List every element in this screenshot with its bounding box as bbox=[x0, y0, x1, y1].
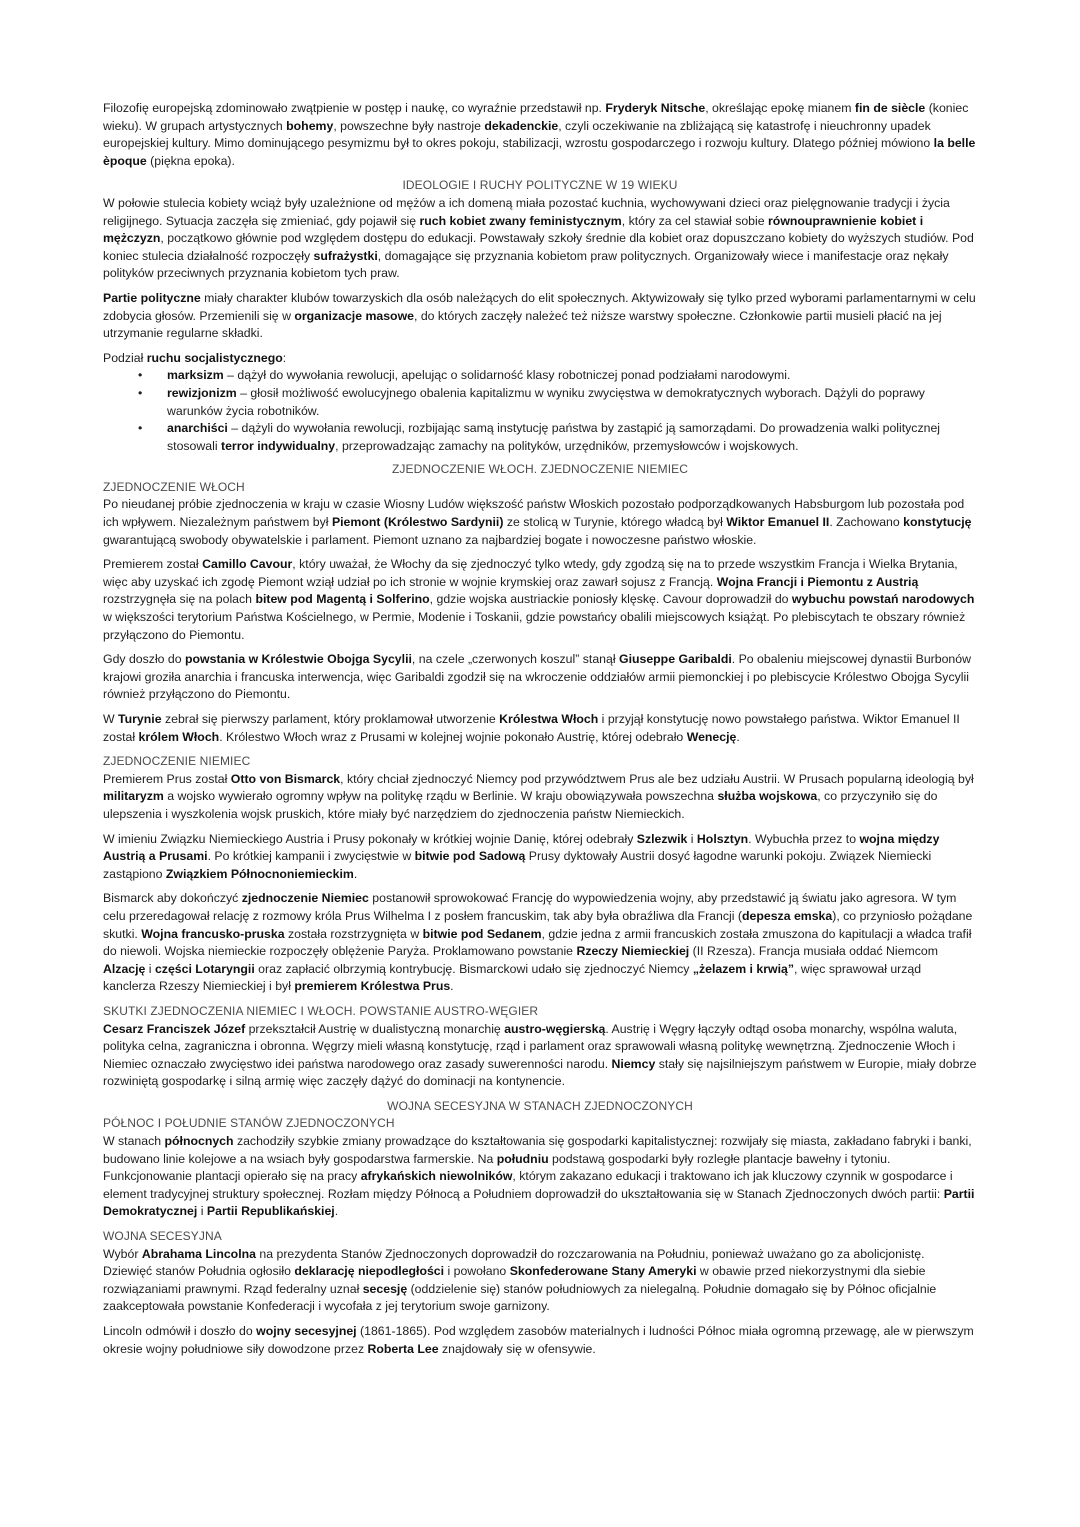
bold-term: marksizm bbox=[167, 368, 224, 383]
bold-term: Szlezwik bbox=[636, 831, 688, 846]
text-run: ), co przyniosło pożądane skutki. bbox=[103, 908, 973, 941]
text-run: , początkowo głównie pod względem dostępu do edukacji. Powstawały szkoły średnie dla kobiet oraz dopuszczano kobiety do wyższych studiów. Pod koniec stulecia działalność rozpoczęły bbox=[103, 231, 974, 263]
bold-term: austro-węgierską bbox=[504, 1021, 606, 1036]
paragraph bbox=[103, 100, 977, 170]
text-run: , przeprowadzając zamachy na polityków, urzędników, przemysłowców i wojskowych. bbox=[335, 438, 799, 453]
text-run: . Po krótkiej kampanii i zwycięstwie w bbox=[207, 849, 415, 864]
text-run: . bbox=[353, 866, 358, 881]
bold-term: Partii Republikańskiej bbox=[206, 1204, 335, 1219]
text-run: i bbox=[687, 831, 697, 846]
paragraph bbox=[103, 290, 977, 343]
text-run: i przyjął konstytucję nowo powstałego państwa. Wiktor Emanuel II został bbox=[103, 712, 960, 744]
text-run: (piękna epoka). bbox=[146, 153, 235, 168]
text-run: na prezydenta Stanów Zjednoczonych doprowadził do rozczarowania na Południu, ponieważ uważano go za abolicjonistę. Dziewięć stanów Południa ogłosiło bbox=[103, 1246, 925, 1279]
bold-term: Partii Demokratycznej bbox=[103, 1186, 975, 1219]
bold-term: secesję bbox=[362, 1281, 408, 1296]
bold-term: Alzację bbox=[103, 961, 146, 976]
bold-term: Skonfederowane Stany Ameryki bbox=[509, 1264, 697, 1279]
bullet-list bbox=[103, 367, 977, 455]
text-run: , czyli oczekiwanie na zbliżającą się katastrofę i nieuchronny upadek europejskiej kultury. Mimo dominującego pesymizmu był to okres pokoju, stabilizacji, wzrostu gospodarczego i rozwoju kultury. Dlatego później mówiono bbox=[103, 118, 934, 151]
bold-term: afrykańskich niewolników bbox=[360, 1169, 513, 1184]
bold-term: ruchu socjalistycznego bbox=[146, 350, 283, 365]
paragraph bbox=[103, 1021, 977, 1091]
bold-term: premierem Królestwa Prus bbox=[294, 979, 451, 994]
text-run: , który uważał, że Włochy da się zjednoczyć tylko wtedy, gdy zgodzą się na to przede wszystkim Francja i Wielka Brytania, więc aby uzyskać ich zgodę Piemont wziął udział po ich stronie w wojnie krymskiej oraz zawarł sojusz z Francją. bbox=[103, 557, 958, 589]
text-run: W połowie stulecia kobiety wciąż były uzależnione od mężów a ich domeną miała pozostać kuchnia, wychowywani dzieci oraz pielęgnowanie tradycji i życia religijnego. Sytuacja zaczęła się zmieniać, gdy pojawił się bbox=[103, 195, 950, 228]
text-run: rozstrzygnęła się na polach bbox=[103, 592, 256, 607]
bold-term: anarchiści bbox=[167, 421, 228, 436]
text-run: postanowił sprowokować Francję do wypowiedzenia wojny, aby przedstawić ją światu jako agresora. W tym celu przeredagował relację z rozmowy króla Prus Wilhelma I z posłem francuskim, tak aby była obraźliwa dla Francji ( bbox=[103, 891, 957, 923]
bold-term: części Lotaryngii bbox=[154, 961, 255, 976]
bold-term: Rzeczy Niemieckiej bbox=[576, 944, 690, 959]
text-run: i bbox=[145, 961, 155, 976]
text-run: (1861-1865). Pod względem zasobów materialnych i ludności Północ miała ogromną przewagę, ale w pierwszym okresie wojny południowe siły dowodzone przez bbox=[103, 1324, 974, 1356]
text-run: (II Rzesza). Francja musiała oddać Niemcom bbox=[689, 944, 938, 959]
bold-term: fin de siècle bbox=[854, 101, 926, 115]
text-run: , który za cel stawiał sobie bbox=[621, 213, 769, 228]
text-run: W imieniu Związku Niemieckiego Austria i Prusy pokonały w krótkiej wojnie Danię, której odebrały bbox=[103, 831, 637, 846]
bold-term: powstania w Królestwie Obojga Sycylii bbox=[185, 652, 412, 667]
text-run: przekształcił Austrię w dualistyczną monarchię bbox=[245, 1021, 505, 1036]
paragraph bbox=[103, 195, 977, 283]
bold-term: Abrahama Lincolna bbox=[141, 1246, 256, 1261]
bold-term: terror indywidualny bbox=[221, 438, 336, 453]
bold-term: służba wojskowa bbox=[717, 789, 818, 804]
paragraph bbox=[103, 350, 977, 368]
bold-term: Wenecję bbox=[686, 729, 737, 744]
bold-term: południu bbox=[496, 1151, 549, 1166]
text-run: Premierem Prus został bbox=[103, 771, 231, 786]
bold-term: Cesarz Franciszek Józef bbox=[103, 1021, 246, 1036]
paragraph bbox=[103, 831, 977, 884]
text-run: , który chciał zjednoczyć Niemcy pod przywództwem Prus ale bez udziału Austrii. W Prusach popularną ideologią był bbox=[340, 771, 974, 786]
bold-term: dekadenckie bbox=[484, 118, 559, 133]
bold-term: ruch kobiet zwany feministycznym bbox=[419, 213, 622, 228]
text-run: – dążył do wywołania rewolucji, apelując o solidarność klasy robotniczej ponad podziałami narodowymi. bbox=[223, 368, 791, 383]
bold-term: Wojna francusko-pruska bbox=[141, 926, 285, 941]
bold-term: militaryzm bbox=[103, 789, 164, 804]
text-run: – głosił możliwość ewolucyjnego obalenia kapitalizmu w wyniku zwycięstwa w demokratycznych wyborach. Dążyli do poprawy warunków życia robotników. bbox=[167, 385, 925, 418]
text-run: oraz zapłacić olbrzymią kontrybucję. Bismarckowi udało się zjednoczyć Niemcy bbox=[254, 961, 693, 976]
text-run: . bbox=[450, 979, 454, 994]
bold-term: bohemy bbox=[286, 118, 334, 133]
paragraph bbox=[103, 1133, 977, 1221]
section-heading: ZJEDNOCZENIE WŁOCH. ZJEDNOCZENIE NIEMIEC bbox=[391, 462, 688, 477]
text-run: a wojsko wywierało ogromny wpływ na politykę rządu w Berlinie. W kraju obowiązywała powszechna bbox=[163, 789, 718, 804]
text-run: Prusy dyktowały Austrii dosyć łagodne warunki pokoju. Związek Niemiecki zastąpiono bbox=[103, 849, 932, 881]
text-run: . bbox=[736, 729, 740, 744]
subsection-heading: SKUTKI ZJEDNOCZENIA NIEMIEC I WŁOCH. POWSTANIE AUSTRO-WĘGIER bbox=[103, 1003, 539, 1018]
text-run: – dążyli do wywołania rewolucji, rozbijając samą instytucję państwa by zastąpić ją samorządami. Do prowadzenia walki politycznej stosowali bbox=[167, 421, 941, 453]
text-run: . Wybuchła przez to bbox=[748, 831, 860, 846]
text-run: Podział bbox=[103, 350, 147, 365]
text-run: W stanach bbox=[103, 1134, 165, 1149]
text-run: , określając epokę mianem bbox=[705, 101, 855, 115]
bold-term: Niemcy bbox=[611, 1056, 656, 1071]
text-run: , do których zaczęły należeć też niższe warstwy społeczne. Członkowie partii musieli płacić na jej utrzymanie regularne składki. bbox=[103, 308, 942, 341]
text-run: Gdy doszło do bbox=[103, 652, 186, 667]
bold-term: Camillo Cavour bbox=[202, 557, 293, 572]
subsection-heading: ZJEDNOCZENIE WŁOCH bbox=[103, 479, 245, 494]
bold-term: równouprawnienie kobiet i mężczyzn bbox=[103, 213, 924, 246]
bold-term: Fryderyk Nitsche bbox=[605, 101, 706, 115]
subsection-heading: PÓŁNOC I POŁUDNIE STANÓW ZJEDNOCZONYCH bbox=[103, 1116, 395, 1131]
text-run: w większości terytorium Państwa Kościelnego, w Permie, Modenie i Toskanii, gdzie powstańcy obalili miejscowych książąt. Po plebiscytach te obszary również przyłączono do Piemontu. bbox=[103, 610, 966, 642]
bold-term: bitew pod Magentą i Solferino bbox=[255, 592, 430, 607]
bold-term: depesza emska bbox=[742, 908, 833, 923]
list-item bbox=[103, 385, 977, 420]
bold-term: rewizjonizm bbox=[167, 385, 237, 400]
text-run: . Zachowano bbox=[829, 515, 904, 530]
text-run: : bbox=[282, 350, 287, 365]
bold-term: królem Włoch bbox=[138, 729, 220, 744]
bold-term: Roberta Lee bbox=[367, 1341, 439, 1356]
text-run: miały charakter klubów towarzyskich dla osób należących do elit społecznych. Aktywizowały się tylko przed wyborami parlamentarnymi w celu zdobycia głosów. Przemienili się w bbox=[103, 290, 976, 323]
bold-term: sufrażystki bbox=[313, 248, 378, 263]
paragraph bbox=[103, 1323, 977, 1358]
bold-term: Wiktor Emanuel II bbox=[726, 515, 830, 530]
bold-term: zjednoczenie Niemiec bbox=[241, 891, 369, 906]
text-run: w obawie przed niekorzystnymi dla siebie rozwiązaniami prawnymi. Rząd federalny uznał bbox=[103, 1264, 926, 1296]
section-heading: WOJNA SECESYJNA W STANACH ZJEDNOCZONYCH bbox=[387, 1098, 693, 1113]
text-run: Bismarck aby dokończyć bbox=[103, 891, 242, 906]
bold-term: Holsztyn bbox=[696, 831, 749, 846]
bold-term: północnych bbox=[164, 1134, 234, 1149]
bold-term: Wojna Francji i Piemontu z Austrią bbox=[716, 574, 919, 589]
paragraph bbox=[103, 890, 977, 996]
text-run: W bbox=[103, 712, 119, 726]
bold-term: wojny secesyjnej bbox=[256, 1324, 357, 1338]
paragraph bbox=[103, 711, 977, 746]
text-run: (oddzielenie się) stanów południowych za nielegalną. Południe domagało się by Północ oficjalnie zaakceptowała powstanie Konfederacji i wycofała z jej terytorium swoje garnizony. bbox=[103, 1281, 937, 1314]
bold-term: la belle èpoque bbox=[103, 136, 976, 168]
text-run: , na czele „czerwonych koszul” stanął bbox=[411, 652, 619, 667]
bold-term: Partie polityczne bbox=[103, 290, 201, 305]
bold-term: Piemont (Królestwo Sardynii) bbox=[331, 515, 504, 530]
bold-term: wojna między Austrią a Prusami bbox=[103, 831, 940, 864]
bold-term: deklarację niepodległości bbox=[294, 1264, 445, 1279]
document-page bbox=[103, 100, 977, 1365]
list-item bbox=[103, 367, 977, 385]
text-run: . bbox=[334, 1204, 339, 1219]
text-run: zachodziły szybkie zmiany prowadzące do kształtowania się gospodarki kapitalistycznej: rozwijały się miasta, zakładano fabryki i banki, budowano linie kolejowe a na wsiach były gospodarstwa farmerskie. Na bbox=[103, 1134, 972, 1166]
text-run: , domagające się przyznania kobietom praw politycznych. Organizowały wiece i manifestacje oraz nękały polityków przeciwnych przyznania kobietom tych praw. bbox=[103, 248, 949, 281]
text-run: , gdzie jedna z armii francuskich została zmuszona do kapitulacji a władca trafił do niewoli. Wojska niemieckie rozpoczęły oblężenie Paryża. Proklamowano powstanie bbox=[103, 926, 972, 959]
paragraph bbox=[103, 496, 977, 549]
text-run: Lincoln odmówił i doszło do bbox=[103, 1324, 257, 1338]
text-run: i powołano bbox=[444, 1264, 510, 1279]
text-run: znajdowały się w ofensywie. bbox=[438, 1341, 596, 1356]
bold-term: bitwie pod Sadową bbox=[414, 849, 526, 864]
text-run: , gdzie wojska austriackie poniosły klęskę. Cavour doprowadził do bbox=[429, 592, 792, 607]
text-run: , którym zakazano edukacji i traktowano ich jak kluczowy czynnik w gospodarce i element tradycyjnej struktury społecznej. Rozłam między Północą a Południem doprowadził do ukształtowania się w Stanach Zjednoczonych dwóch partii: bbox=[103, 1169, 953, 1201]
subsection-heading: ZJEDNOCZENIE NIEMIEC bbox=[103, 754, 251, 769]
text-run: Wybór bbox=[103, 1246, 142, 1261]
bold-term: Królestwa Włoch bbox=[499, 712, 599, 726]
text-run: , więc sprawował urząd kanclerza Rzeszy Niemieckiej i był bbox=[103, 961, 922, 994]
text-run: stały się najsilniejszym państwem w Europie, miały dobrze rozwiniętą gospodarkę i silną armię więc zaczęły dążyć do dominacji na kontynencie. bbox=[103, 1056, 977, 1089]
text-run: Po nieudanej próbie zjednoczenia w kraju w czasie Wiosny Ludów większość państw Włoskich pozostało podporządkowanych Habsburgom lub pozostała pod ich wpływem. Niezależnym państwem był bbox=[103, 497, 965, 530]
section-heading: IDEOLOGIE I RUCHY POLITYCZNE W 19 WIEKU bbox=[402, 178, 678, 193]
bold-term: konstytucję bbox=[903, 515, 972, 530]
text-run: zebrał się pierwszy parlament, który proklamował utworzenie bbox=[161, 712, 500, 726]
bold-term: Związkiem Północnoniemieckim bbox=[165, 866, 354, 881]
text-run: ze stolicą w Turynie, którego władcą był bbox=[503, 515, 727, 530]
text-run: gwarantującą swobody obywatelskie i parlament. Piemont uznano za najbardziej bogate i nowoczesne państwo włoskie. bbox=[103, 532, 757, 547]
paragraph bbox=[103, 651, 977, 704]
text-run: podstawą gospodarki były rozległe plantacje bawełny i tytoniu. Funkcjonowanie plantacji opierało się na pracy bbox=[103, 1151, 891, 1184]
text-run: . Królestwo Włoch wraz z Prusami w kolejnej wojnie pokonało Austrię, której odebrało bbox=[219, 729, 687, 744]
text-run: , powszechne były nastroje bbox=[333, 118, 485, 133]
text-run: Premierem został bbox=[103, 557, 203, 572]
bold-term: bitwie pod Sedanem bbox=[422, 926, 542, 941]
paragraph bbox=[103, 556, 977, 644]
text-run: (koniec wieku). W grupach artystycznych bbox=[103, 101, 969, 133]
bold-term: Giuseppe Garibaldi bbox=[619, 652, 732, 667]
text-run: . Austrię i Węgry łączyły odtąd osoba monarchy, wspólna waluta, polityka celna, zagraniczna i obronna. Węgrzy mieli własną konstytucję, rząd i parlament oraz sprawowali własną politykę wewnętrzną. Zjednoczenie Włoch i Niemiec oznaczało zwycięstwo idei państwa narodowego oraz zasady suwerenności narodu. bbox=[103, 1021, 958, 1071]
paragraph bbox=[103, 771, 977, 824]
bold-term: organizacje masowe bbox=[294, 308, 414, 323]
bold-term: Turynie bbox=[118, 712, 162, 726]
bold-term: wybuchu powstań narodowych bbox=[791, 592, 975, 607]
text-run: , co przyczyniło się do ulepszenia i wyszkolenia wojsk pruskich, które miały być narzędziem do zjednoczenia państw Niemieckich. bbox=[103, 789, 938, 821]
paragraph bbox=[103, 1246, 977, 1316]
subsection-heading: WOJNA SECESYJNA bbox=[103, 1229, 222, 1244]
text-run: została rozstrzygnięta w bbox=[284, 926, 423, 941]
text-run: Filozofię europejską zdominowało zwątpienie w postęp i naukę, co wyraźnie przedstawił np. bbox=[103, 101, 606, 115]
bold-term: „żelazem i krwią” bbox=[692, 961, 794, 976]
bold-term: Otto von Bismarck bbox=[230, 771, 341, 786]
text-run: . Po obaleniu miejscowej dynastii Burbonów krajowi groziła anarchia i francuska interwencja, więc Garibaldi zgodził się na wkroczenie oddziałów armii piemonckiej i po plebiscycie Królestwo Obojga Sycylii również przyłączono do Piemontu. bbox=[103, 652, 971, 702]
list-item bbox=[103, 420, 977, 455]
text-run: i bbox=[197, 1204, 207, 1219]
